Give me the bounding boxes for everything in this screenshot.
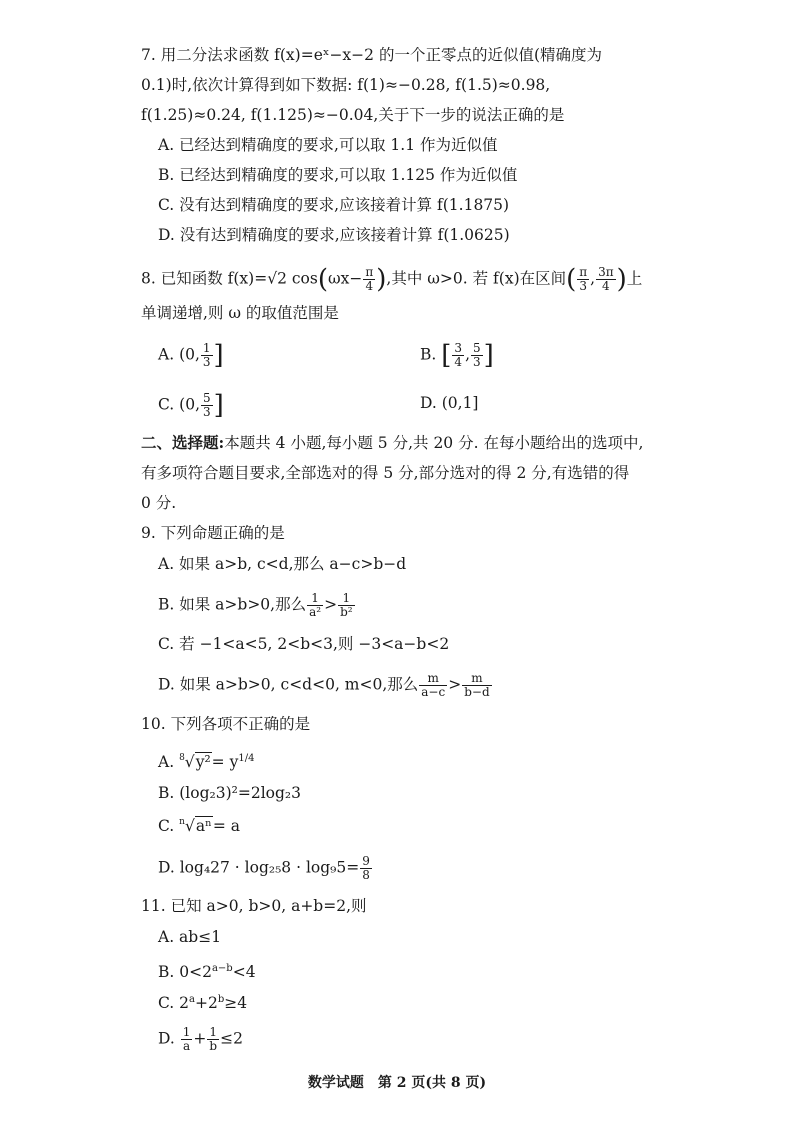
q10-d-pre: D. log₄27 · log₂₅8 · log₉5=	[158, 858, 360, 877]
q10-d-den: 8	[362, 868, 370, 882]
q10-option-d	[158, 855, 373, 882]
q11-d-label: D.	[158, 1029, 175, 1048]
q11-option-d	[158, 1026, 243, 1053]
q11-d-f2-num: 1	[207, 1026, 219, 1040]
q10-c-eq: = a	[212, 817, 240, 835]
q10-a-eq: = y	[211, 753, 239, 772]
q8-c-open: (0,	[179, 395, 201, 414]
q10-d-frac	[360, 855, 372, 882]
q11-c-post: ≥4	[224, 994, 248, 1013]
q10-option-a	[158, 748, 254, 776]
q11-b-exp: a−b	[211, 963, 233, 974]
q9-b-frac1	[307, 592, 323, 619]
q8-option-a	[158, 342, 224, 369]
q9-b-f2-den: b²	[340, 605, 353, 619]
q10-a-radical: $^8$√y²	[179, 753, 211, 772]
q8-c-num: 5	[203, 391, 211, 405]
q10-a-exp: 1/4	[238, 753, 255, 764]
q10-option-b: B. (log₂3)²=2log₂3	[158, 784, 301, 802]
q11-d-plus: +	[193, 1029, 207, 1048]
q8-option-d: D. (0,1]	[420, 394, 479, 412]
q8-b-open: [	[441, 340, 452, 371]
q9-d-f2-num: m	[462, 672, 491, 686]
q7-option-a: A. 已经达到精确度的要求,可以取 1.1 作为近似值	[158, 136, 498, 154]
q11-b-post: <4	[232, 963, 256, 982]
q8-c-frac	[201, 392, 213, 419]
q8-ib-den: 4	[602, 279, 610, 293]
q8-pre: 8. 已知函数 f(x)=√2 cos	[141, 269, 318, 288]
q8-stem-line1	[141, 266, 642, 293]
q7-stem-line2: 0.1)时,依次计算得到如下数据: f(1)≈−0.28, f(1.5)≈0.98,	[141, 76, 551, 94]
q10-a-radicand: y²	[195, 753, 211, 772]
q11-b-pre: B. 0<2	[158, 963, 212, 982]
q9-d-f2-den: b−d	[464, 685, 490, 699]
q11-d-f1-den: a	[182, 1039, 191, 1053]
q10-stem: 10. 下列各项不正确的是	[141, 715, 311, 733]
q11-d-f2-den: b	[209, 1039, 218, 1053]
section2-instr1: 本题共 4 小题,每小题 5 分,共 20 分. 在每小题给出的选项中,	[224, 434, 644, 452]
page-footer: 数学试题 第 2 页(共 8 页)	[307, 1075, 487, 1091]
q8-a-den: 3	[202, 355, 211, 369]
q9-stem: 9. 下列命题正确的是	[141, 524, 285, 542]
q8-mid: ,其中 ω>0. 若 f(x)在区间	[386, 269, 567, 288]
q9-b-frac2	[338, 592, 355, 619]
q10-c-index: n	[179, 817, 185, 827]
section2-line1	[141, 432, 643, 454]
q11-option-b	[158, 958, 256, 983]
q8-a-label: A.	[158, 345, 175, 364]
q8-interval-close: )	[616, 264, 627, 295]
q7-option-d: D. 没有达到精确度的要求,应该接着计算 f(1.0625)	[158, 226, 510, 244]
q9-option-d	[158, 672, 493, 699]
q8-c-close: ]	[213, 390, 224, 421]
q8-b-frac2	[471, 342, 483, 369]
q8-interval-a	[577, 266, 589, 293]
q10-option-c	[158, 815, 240, 840]
q10-d-num: 9	[362, 854, 370, 868]
q8-pi-num: π	[365, 265, 374, 279]
q7-stem-line1: 7. 用二分法求函数 f(x)=eˣ−x−2 的一个正零点的近似值(精确度为	[141, 46, 602, 64]
q9-d-gt: >	[448, 675, 462, 694]
q9-b-f1-num: 1	[307, 592, 323, 606]
q8-interval-b	[596, 266, 616, 293]
q10-a-index: 8	[179, 753, 185, 764]
q10-c-label: C.	[158, 817, 175, 835]
q8-b-comma: ,	[465, 345, 470, 364]
q11-d-post: ≤2	[220, 1029, 243, 1048]
q9-d-f1-den: a−c	[421, 685, 446, 699]
q9-d-pre: D. 如果 a>b>0, c<d<0, m<0,那么	[158, 675, 419, 694]
q8-a-frac	[201, 342, 213, 369]
q9-d-frac1	[419, 672, 447, 699]
q11-d-frac2	[207, 1026, 219, 1053]
section2-title: 二、选择题:	[141, 433, 225, 452]
q11-c-exp1: a	[189, 994, 195, 1005]
q8-b-label: B.	[420, 345, 437, 364]
q8-pi-over-4	[363, 266, 375, 293]
q8-b1-num: 3	[454, 341, 463, 355]
q8-b2-den: 3	[473, 355, 481, 369]
q11-option-a: A. ab≤1	[158, 928, 222, 946]
q10-c-radical: $^n$√aⁿ	[179, 817, 212, 835]
q8-c-label: C.	[158, 395, 175, 414]
q8-ia-num: π	[579, 265, 588, 279]
q9-b-f2-num: 1	[338, 592, 355, 606]
q9-d-f1-num: m	[419, 672, 447, 686]
q10-a-label: A.	[158, 753, 175, 772]
section2-line2: 有多项符合题目要求,全部选对的得 5 分,部分选对的得 2 分,有选错的得	[141, 464, 630, 482]
q8-a-open: (0,	[179, 345, 200, 364]
q8-a-close: ]	[213, 340, 224, 371]
q11-c-exp2: b	[217, 994, 225, 1005]
section2-line3: 0 分.	[141, 494, 177, 512]
q8-stem-line2: 单调递增,则 ω 的取值范围是	[141, 304, 339, 322]
q8-ia-den: 3	[579, 279, 588, 293]
q8-b-close: ]	[483, 340, 494, 371]
q9-option-a: A. 如果 a>b, c<d,那么 a−c>b−d	[158, 555, 407, 573]
q11-d-f1-num: 1	[182, 1025, 191, 1039]
q9-option-b	[158, 592, 356, 619]
q9-b-pre: B. 如果 a>b>0,那么	[158, 595, 307, 614]
q9-d-frac2	[462, 672, 491, 699]
q8-paren-close: )	[376, 264, 387, 295]
q7-option-b: B. 已经达到精确度的要求,可以取 1.125 作为近似值	[158, 166, 518, 184]
q8-comma: ,	[590, 269, 596, 288]
q11-c-pre: C. 2	[158, 994, 190, 1013]
q8-post: 上	[626, 269, 643, 288]
q8-b1-den: 4	[454, 355, 463, 369]
q8-b2-num: 5	[473, 341, 481, 355]
q8-option-c	[158, 392, 224, 419]
q11-c-mid: +2	[195, 994, 218, 1013]
q9-b-f1-den: a²	[309, 605, 322, 619]
q9-option-c: C. 若 −1<a<5, 2<b<3,则 −3<a−b<2	[158, 635, 450, 653]
q8-a-num: 1	[202, 341, 211, 355]
q11-stem: 11. 已知 a>0, b>0, a+b=2,则	[141, 897, 367, 915]
q8-interval-open: (	[566, 264, 577, 295]
q8-omega-x: ωx−	[328, 269, 363, 288]
q11-option-c	[158, 989, 247, 1014]
q10-c-radicand: aⁿ	[195, 817, 212, 835]
q7-option-c: C. 没有达到精确度的要求,应该接着计算 f(1.1875)	[158, 196, 510, 214]
q8-b-frac1	[452, 342, 464, 369]
q11-d-frac1	[181, 1026, 193, 1053]
q7-stem-line3: f(1.25)≈0.24, f(1.125)≈−0.04,关于下一步的说法正确的是	[141, 106, 565, 124]
q8-pi-den: 4	[365, 279, 374, 293]
q8-option-b	[420, 342, 494, 369]
q8-paren-open: (	[317, 264, 328, 295]
q8-c-den: 3	[203, 405, 211, 419]
q8-ib-num: 3π	[598, 265, 614, 279]
q9-b-gt: >	[324, 595, 338, 614]
